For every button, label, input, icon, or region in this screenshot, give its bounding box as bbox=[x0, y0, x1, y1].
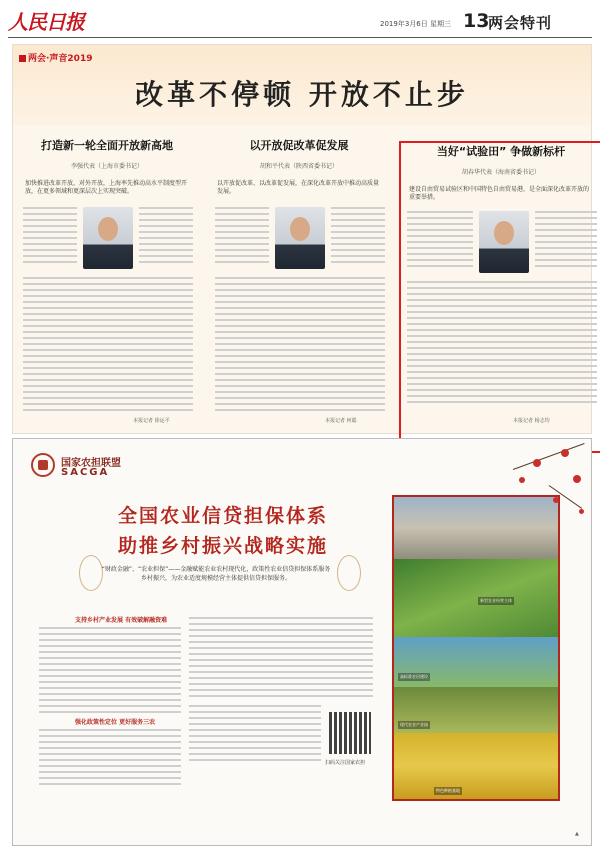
article-3-credit: 本报记者 杨志均 bbox=[513, 418, 550, 424]
ad-subhead-1: 支持乡村产业发展 有效破解融资难 bbox=[75, 617, 168, 624]
photo-tag-4: 特色种植基地 bbox=[436, 788, 460, 793]
ad-title-line-1: 全国农业信贷担保体系 bbox=[117, 505, 328, 527]
photo-town bbox=[394, 497, 558, 559]
masthead-divider bbox=[8, 37, 592, 38]
photo-tag-1: 新型农业经营主体 bbox=[480, 598, 512, 603]
masthead bbox=[0, 0, 600, 40]
ad-title-line-2: 助推乡村振兴战略实施 bbox=[117, 535, 328, 557]
article-1-body-lower bbox=[23, 277, 193, 415]
ad-body-col-1-lower bbox=[39, 729, 181, 789]
photo-tag-2: 高标准农田建设 bbox=[400, 674, 428, 679]
qr-code-icon bbox=[329, 712, 371, 754]
article-1-credit: 本报记者 徐运平 bbox=[133, 418, 170, 424]
blossom-icon bbox=[561, 449, 569, 457]
ornament-right-icon bbox=[337, 555, 361, 591]
main-headline: 改革不停顿 开放不止步 bbox=[135, 78, 469, 111]
photo-collage bbox=[392, 495, 560, 801]
issue-date: 2019年3月6日 星期三 bbox=[380, 20, 451, 28]
page-title: 两会特刊 bbox=[488, 14, 553, 32]
section-tag-label: 两会·声音2019 bbox=[28, 54, 93, 64]
article-2-title: 以开放促改革促发展 bbox=[249, 139, 349, 152]
article-3-title: 当好“试验田” 争做新标杆 bbox=[436, 145, 566, 158]
article-3-lead: 建设自由贸易试验区和中国特色自由贸易港，是全面深化改革开放的重要举措。 bbox=[409, 186, 590, 201]
article-1-portrait bbox=[83, 207, 133, 269]
article-2-byline: 胡和平代表（陕西省委书记） bbox=[259, 163, 338, 170]
blossom-icon bbox=[519, 477, 525, 483]
sacga-logo-icon bbox=[31, 453, 55, 477]
section-tag-icon bbox=[19, 55, 26, 62]
org-name-cn: 国家农担联盟 bbox=[61, 458, 121, 469]
article-2-body-lower bbox=[215, 277, 385, 415]
page-number: 13 bbox=[463, 10, 490, 32]
newspaper-logo: 人民日报 bbox=[8, 10, 84, 34]
advertisement bbox=[12, 438, 592, 846]
highlight-frame bbox=[399, 141, 600, 453]
photo-rice-field bbox=[394, 733, 558, 799]
blossom-icon bbox=[573, 475, 581, 483]
article-2-body-right bbox=[331, 207, 385, 267]
qr-caption: 扫码关注国家农担 bbox=[325, 760, 366, 766]
ad-subhead-2: 强化政策性定位 更好服务三农 bbox=[75, 719, 156, 726]
article-1-lead: 加快推进改革开放，对外开放，上海率先推动高水平制度型开放，在更多领域和更深层次上实现突破。 bbox=[25, 180, 188, 195]
blossom-icon bbox=[533, 459, 541, 467]
article-1-byline: 李强代表（上海市委书记） bbox=[70, 163, 143, 170]
editorial-section bbox=[12, 44, 592, 434]
blossom-icon bbox=[553, 497, 559, 503]
photo-greenhouse bbox=[394, 559, 558, 637]
ad-footer-mark-icon: ▲ bbox=[575, 831, 579, 837]
ad-body-col-2 bbox=[189, 617, 373, 701]
article-2-credit: 本报记者 何聪 bbox=[325, 418, 357, 424]
article-3-byline: 胡春华代表（海南省委书记） bbox=[461, 169, 540, 176]
article-1-title: 打造新一轮全面开放新高地 bbox=[41, 139, 173, 152]
ad-lead: “财政金融”、“农业担保”——金融赋能农业农村现代化，政策性农业信贷担保体系服务乡村振兴，为农业适度规模经营主体提供信贷担保服务。 bbox=[101, 566, 331, 582]
section-banner bbox=[13, 45, 591, 125]
ornament-left-icon bbox=[79, 555, 103, 591]
photo-tag-3: 现代农业产业园 bbox=[400, 722, 428, 727]
article-1-body-left bbox=[23, 207, 77, 267]
article-1-body-right bbox=[139, 207, 193, 267]
blossom-branch bbox=[513, 443, 585, 470]
blossom-icon bbox=[579, 509, 584, 514]
ad-body-col-2-lower bbox=[189, 705, 321, 765]
article-2-lead: 以开放促改革、以改革促发展，在深化改革开放中推动高质量发展。 bbox=[217, 180, 380, 195]
ad-body-col-1 bbox=[39, 627, 181, 717]
section-tag bbox=[19, 51, 92, 64]
article-2-body-left bbox=[215, 207, 269, 267]
org-name-en: SACGA bbox=[61, 467, 110, 478]
article-2-portrait bbox=[275, 207, 325, 269]
